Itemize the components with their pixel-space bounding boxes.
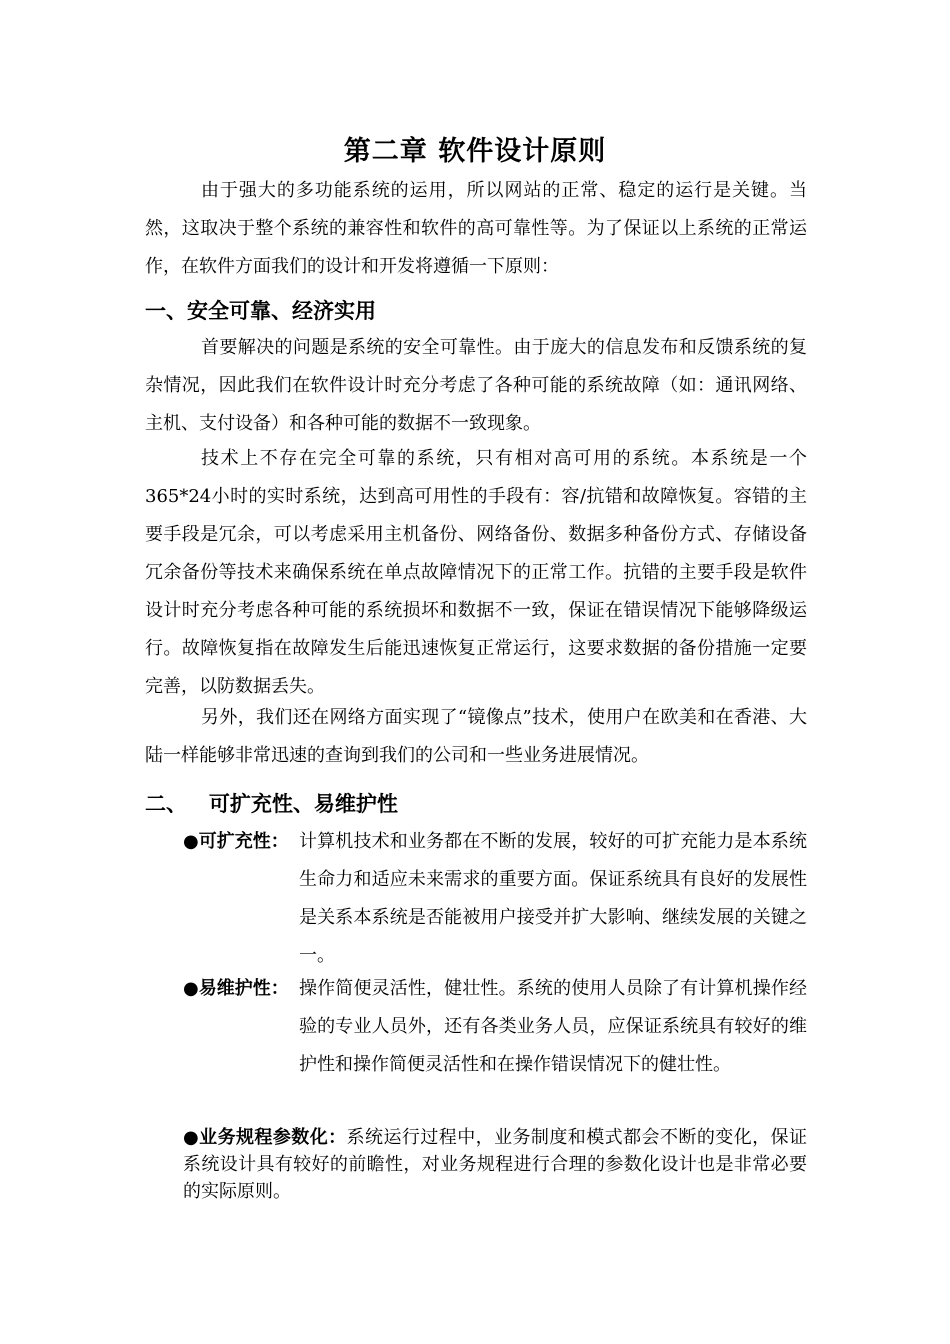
section-1-paragraph-2: 技术上不存在完全可靠的系统，只有相对高可用的系统。本系统是一个365*24小时的实时系统，达到高可用性的手段有：容/抗错和故障恢复。容错的主要手段是冗余，可以考虑采用主机备份、网络备份、数据多种备份方式、存储设备冗余备份等技术来确保系统在单点故障情况下的正常工作。抗错的主要手段是软件设计时充分考虑各种可能的系统损坏和数据不一致，保证在错误情况下能够降级运行。故障恢复指在故障发生后能迅速恢复正常运行，这要求数据的备份措施一定要完善，以防数据丢失。 [145,448,807,697]
page-title: 第二章 软件设计原则 [343,136,607,167]
bullet-body: 计算机技术和业务都在不断的发展，较好的可扩充能力是本系统生命力和适应未来需求的重要方面。保证系统具有良好的发展性是关系本系统是否能被用户接受并扩大影响、继续发展的关键之一。 [299,831,807,966]
bullet-item-scalability [183,823,807,975]
bullet-item-maintainability [183,970,807,1084]
section-1-paragraph-1: 首要解决的问题是系统的安全可靠性。由于庞大的信息发布和反馈系统的复杂情况，因此我们在软件设计时充分考虑了各种可能的系统故障（如：通讯网络、主机、支付设备）和各种可能的数据不一致现象。 [145,337,807,434]
bullet-lead: ●易维护性： [183,978,289,999]
section-1-heading: 一、安全可靠、经济实用 [145,298,376,323]
bullet-item-parameterization [183,1124,807,1205]
bullet-body: 操作简便灵活性，健壮性。系统的使用人员除了有计算机操作经验的专业人员外，还有各类业务人员，应保证系统具有较好的维护性和操作简便灵活性和在操作错误情况下的健壮性。 [299,978,807,1075]
bullet-lead: ●可扩充性： [183,831,289,852]
section-1-paragraph-3: 另外，我们还在网络方面实现了“镜像点”技术，使用户在欧美和在香港、大陆一样能够非常迅速的查询到我们的公司和一些业务进展情况。 [145,707,807,766]
bullet-body: 系统运行过程中，业务制度和模式都会不断的变化，保证系统设计具有较好的前瞻性，对业务规程进行合理的参数化设计也是非常必要的实际原则。 [183,1127,807,1202]
bullet-lead: ●业务规程参数化： [183,1127,347,1148]
section-2-heading: 二、 可扩充性、易维护性 [145,791,398,816]
intro-paragraph: 由于强大的多功能系统的运用，所以网站的正常、稳定的运行是关键。当然，这取决于整个系统的兼容性和软件的高可靠性等。为了保证以上系统的正常运作，在软件方面我们的设计和开发将遵循一下原则： [145,180,807,277]
